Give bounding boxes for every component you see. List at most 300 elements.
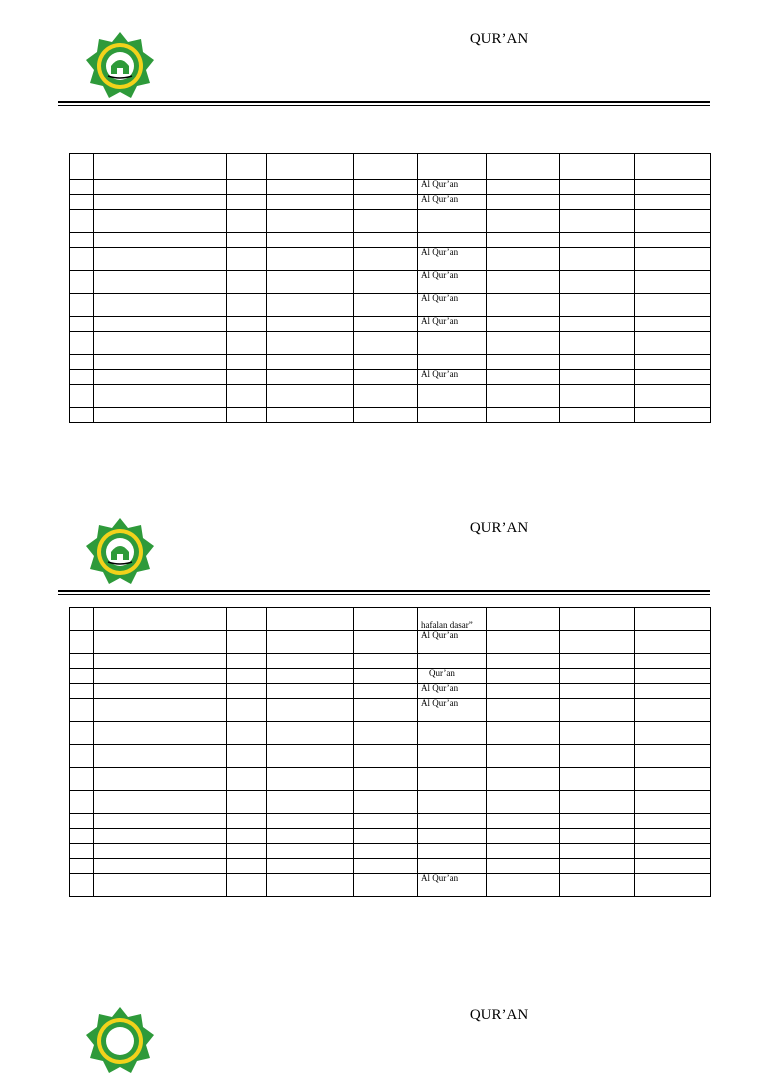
table-cell [227,355,267,370]
table-cell [354,317,418,332]
table-cell: Al Qur’an [418,180,487,195]
table-cell [635,385,711,408]
table-cell [70,233,94,248]
table-cell [560,154,635,180]
table-cell [227,745,267,768]
table-row [70,859,711,874]
table-cell [227,844,267,859]
table-cell [487,722,560,745]
table-cell [267,791,354,814]
table-row [70,699,711,722]
table-cell [94,669,227,684]
table-cell [487,271,560,294]
table-cell [94,248,227,271]
header-rule-thin [58,105,710,106]
table-cell [560,408,635,423]
table-cell [560,829,635,844]
table-cell [560,859,635,874]
table-row [70,385,711,408]
table-cell [70,684,94,699]
table-cell [635,814,711,829]
table-cell [227,669,267,684]
table-cell [267,859,354,874]
table-cell [560,355,635,370]
header-rule-thick [58,590,710,592]
table-cell [94,317,227,332]
table-cell [267,355,354,370]
table-cell [354,745,418,768]
table-cell [94,768,227,791]
table-cell [267,385,354,408]
table-cell [70,829,94,844]
table-cell [418,745,487,768]
table-cell [487,370,560,385]
table-cell [354,210,418,233]
table-cell: Al Qur’an [418,699,487,722]
table-cell [70,332,94,355]
table-cell [70,791,94,814]
table-cell: Al Qur’an [418,874,487,897]
table-cell [354,684,418,699]
table-cell [560,271,635,294]
table-row [70,370,711,385]
table-cell [70,385,94,408]
table-cell [267,814,354,829]
table-cell [635,631,711,654]
table-cell [487,317,560,332]
table-cell [418,154,487,180]
page-title: QUR’AN [469,1007,529,1023]
table-cell [418,844,487,859]
table-cell [227,271,267,294]
table-cell [418,859,487,874]
table-cell [94,722,227,745]
table-cell [418,791,487,814]
table-cell [560,210,635,233]
table-cell [635,210,711,233]
table-cell [635,874,711,897]
table-cell [560,233,635,248]
table-cell [487,210,560,233]
table-row [70,195,711,210]
table-row [70,654,711,669]
table-cell [354,332,418,355]
table-cell [418,722,487,745]
table-cell [94,814,227,829]
mosque-emblem-icon [84,30,156,102]
table-row [70,210,711,233]
table-cell [635,317,711,332]
table-cell [227,791,267,814]
table-cell [267,332,354,355]
table-cell [227,608,267,631]
table-cell [227,385,267,408]
table-cell [227,180,267,195]
table-cell [487,408,560,423]
table-cell [94,874,227,897]
table-cell [635,722,711,745]
table-cell [635,233,711,248]
table-cell [354,814,418,829]
table-cell [267,370,354,385]
table-cell [354,385,418,408]
table-cell [418,233,487,248]
table-cell [227,684,267,699]
table-cell: Al Qur’an [418,294,487,317]
table-cell [227,195,267,210]
table-cell [487,608,560,631]
table-cell [70,874,94,897]
table-cell [354,844,418,859]
table-cell [635,271,711,294]
page-title: QUR’AN [469,31,529,47]
table-cell [70,271,94,294]
table-cell [560,814,635,829]
table-cell [267,317,354,332]
table-cell [70,370,94,385]
table-cell [635,408,711,423]
table-cell [418,210,487,233]
table-row [70,294,711,317]
table-cell [94,154,227,180]
table-cell [70,669,94,684]
table-cell [354,233,418,248]
table-cell [635,844,711,859]
table-cell [94,332,227,355]
table-cell [94,844,227,859]
table-cell [70,608,94,631]
table-cell [70,699,94,722]
table-cell [487,844,560,859]
table-cell [267,829,354,844]
table-cell [560,684,635,699]
table-cell [560,745,635,768]
table-cell [487,248,560,271]
table-row [70,829,711,844]
table-cell [70,814,94,829]
table-cell [354,631,418,654]
table-row [70,791,711,814]
table-cell [267,631,354,654]
table-cell: Al Qur’an [418,631,487,654]
table-cell [487,814,560,829]
table-row [70,631,711,654]
table-cell [227,408,267,423]
schedule-table [69,607,711,897]
table-cell [94,195,227,210]
table-row [70,355,711,370]
table-cell [94,745,227,768]
table-cell [635,699,711,722]
table-cell [635,355,711,370]
table-cell [635,684,711,699]
table-cell [354,654,418,669]
table-cell [267,654,354,669]
table-cell [267,608,354,631]
table-cell [418,768,487,791]
table-cell [560,608,635,631]
table-cell [560,654,635,669]
table-cell [560,791,635,814]
table-cell [94,180,227,195]
table-cell [635,654,711,669]
table-cell [487,829,560,844]
table-cell [354,408,418,423]
table-cell [70,210,94,233]
table-cell: Al Qur’an [418,684,487,699]
table-cell [487,631,560,654]
table-cell [635,768,711,791]
table-cell [227,654,267,669]
table-cell [227,210,267,233]
schedule-table [69,153,711,423]
table-cell [354,154,418,180]
table-cell: Al Qur’an [418,271,487,294]
table-cell: Al Qur’an [418,248,487,271]
table-cell [70,195,94,210]
table-cell [560,195,635,210]
table-cell [94,233,227,248]
table-cell [354,608,418,631]
table-row [70,722,711,745]
table-cell [487,355,560,370]
table-cell [487,195,560,210]
table-cell [635,294,711,317]
table-cell [227,332,267,355]
table-cell [560,294,635,317]
table-cell [487,332,560,355]
table-cell [560,874,635,897]
table-cell [267,699,354,722]
header-rule-thin [58,594,710,595]
table-cell [94,631,227,654]
table-cell [560,370,635,385]
table-cell [635,829,711,844]
table-cell [70,154,94,180]
table-cell [354,355,418,370]
table-cell [94,408,227,423]
table-cell [94,355,227,370]
table-cell [354,669,418,684]
table-cell [94,791,227,814]
table-cell [94,608,227,631]
table-cell [354,722,418,745]
table-cell [227,248,267,271]
table-cell [487,699,560,722]
table-cell [267,233,354,248]
table-cell [267,195,354,210]
table-cell [70,355,94,370]
table-row [70,874,711,897]
table-cell [227,829,267,844]
table-row [70,669,711,684]
table-cell [487,791,560,814]
table-cell [227,154,267,180]
table-cell [354,271,418,294]
table-cell [635,180,711,195]
table-cell [227,631,267,654]
table-cell [560,180,635,195]
table-cell [487,154,560,180]
table-cell [94,210,227,233]
table-cell [487,233,560,248]
table-cell [487,768,560,791]
table-cell [354,791,418,814]
table-cell [94,829,227,844]
table-cell [487,874,560,897]
table-cell [267,684,354,699]
table-cell [418,654,487,669]
table-cell [635,332,711,355]
table-cell: Al Qur’an [418,370,487,385]
table-cell [487,294,560,317]
table-cell [635,154,711,180]
table-row [70,844,711,859]
table-cell [418,408,487,423]
table-cell [267,874,354,897]
table-cell [487,180,560,195]
table-cell [70,859,94,874]
table-row [70,271,711,294]
table-cell [94,699,227,722]
table-row [70,608,711,631]
table-cell [354,294,418,317]
table-cell [354,829,418,844]
table-cell [70,631,94,654]
table-cell [227,859,267,874]
table-cell: Al Qur’an [418,195,487,210]
table-cell [354,180,418,195]
table-cell [267,154,354,180]
table-cell [267,745,354,768]
table-row [70,745,711,768]
table-cell [354,699,418,722]
table-cell [227,370,267,385]
table-cell: Al Qur’an [418,317,487,332]
table-row [70,814,711,829]
table-cell [227,722,267,745]
table-cell [94,859,227,874]
table-cell [635,859,711,874]
table-cell [487,385,560,408]
table-cell: hafalan dasar” [418,608,487,631]
table-cell [227,768,267,791]
table-cell [635,370,711,385]
table-cell [227,699,267,722]
table-cell [635,745,711,768]
table-cell [70,768,94,791]
table-cell [418,829,487,844]
table-row [70,684,711,699]
table-cell [227,317,267,332]
table-cell [635,791,711,814]
table-cell [354,370,418,385]
table-cell [94,271,227,294]
table-cell [560,631,635,654]
table-cell [227,233,267,248]
table-cell [70,844,94,859]
table-cell [560,248,635,271]
table-cell [267,408,354,423]
table-cell [94,294,227,317]
table-cell [70,408,94,423]
table-cell [354,768,418,791]
table-cell [418,814,487,829]
table-cell [560,385,635,408]
table-cell [70,745,94,768]
table-cell [635,669,711,684]
table-cell [267,669,354,684]
table-cell [560,317,635,332]
table-cell [267,768,354,791]
table-row [70,408,711,423]
table-cell [418,355,487,370]
table-cell [70,722,94,745]
table-cell [70,317,94,332]
mosque-emblem-icon [84,1005,156,1077]
table-row [70,332,711,355]
table-cell [227,874,267,897]
table-cell [267,271,354,294]
table-cell [560,768,635,791]
table-cell [635,248,711,271]
table-cell [94,654,227,669]
table-cell [70,248,94,271]
table-cell [70,180,94,195]
page-title: QUR’AN [469,520,529,536]
table-cell [267,722,354,745]
table-cell [267,844,354,859]
table-cell [560,844,635,859]
table-cell [267,294,354,317]
table-row [70,233,711,248]
table-cell [70,294,94,317]
table-cell [560,722,635,745]
table-cell [560,332,635,355]
table-cell [635,195,711,210]
table-cell [487,669,560,684]
table-cell: Qur’an [418,669,487,684]
table-cell [487,745,560,768]
table-row [70,317,711,332]
table-cell [70,654,94,669]
table-cell [487,859,560,874]
table-cell [94,684,227,699]
table-cell [418,332,487,355]
table-cell [487,684,560,699]
table-row [70,248,711,271]
mosque-emblem-icon [84,516,156,588]
table-row [70,768,711,791]
table-cell [227,294,267,317]
header-rule-thick [58,101,710,103]
table-row [70,180,711,195]
table-cell [487,654,560,669]
table-cell [560,669,635,684]
table-cell [354,195,418,210]
table-cell [354,248,418,271]
table-cell [94,385,227,408]
table-row [70,154,711,180]
table-cell [267,210,354,233]
table-cell [267,180,354,195]
table-cell [560,699,635,722]
table-cell [635,608,711,631]
table-cell [354,859,418,874]
table-cell [267,248,354,271]
table-cell [418,385,487,408]
table-cell [227,814,267,829]
